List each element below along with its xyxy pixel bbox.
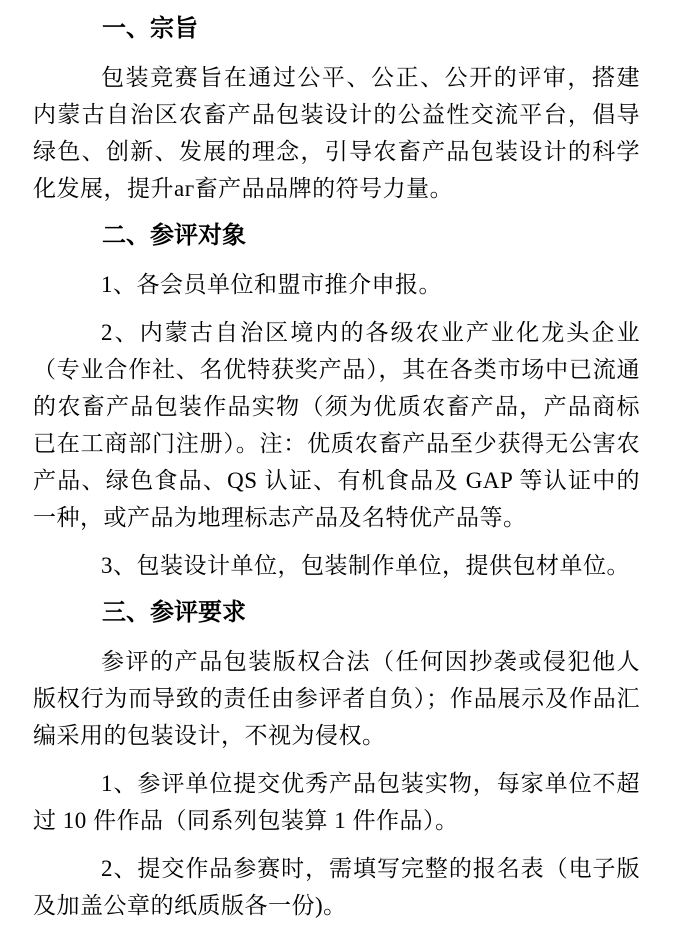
section-heading-participants: 二、参评对象	[102, 223, 246, 249]
paragraph-purpose-body: 包装竞赛旨在通过公平、公正、公开的评审，搭建内蒙古自治区农畜产品包装设计的公益性交流平台，倡导绿色、创新、发展的理念，引导农畜产品包装设计的科学化发展，提升аг畜产品品牌的符号力量。	[33, 65, 640, 201]
section-heading-requirements: 三、参评要求	[102, 600, 246, 626]
paragraph-requirements-item-2: 2、提交作品参赛时，需填写完整的报名表（电子版及加盖公章的纸质版各一份)。	[33, 856, 640, 918]
paragraph-participants-item-1: 1、各会员单位和盟市推介申报。	[101, 272, 442, 297]
paragraph-requirements-body: 参评的产品包装版权合法（任何因抄袭或侵犯他人版权行为而导致的责任由参评者自负）；作品展示及作品汇编采用的包装设计，不视为侵权。	[33, 649, 640, 748]
paragraph-participants-item-2: 2、内蒙古自治区境内的各级农业产业化龙头企业（专业合作社、名优特获奖产品），其在各类市场中已流通的农畜产品包装作品实物（须为优质农畜产品，产品商标已在工商部门注册）。注：优质农畜产品至少获得无公害农产品、绿色食品、QS 认证、有机食品及 GAP 等认证中的一种，或产品为地理标志产品及名特优产品等。	[33, 320, 640, 530]
section-heading-purpose: 一、宗旨	[102, 16, 198, 42]
paragraph-requirements-item-1: 1、参评单位提交优秀产品包装实物，每家单位不超过 10 件作品（同系列包装算 1 件作品）。	[33, 771, 640, 833]
paragraph-participants-item-3: 3、包装设计单位，包装制作单位，提供包材单位。	[101, 553, 630, 578]
